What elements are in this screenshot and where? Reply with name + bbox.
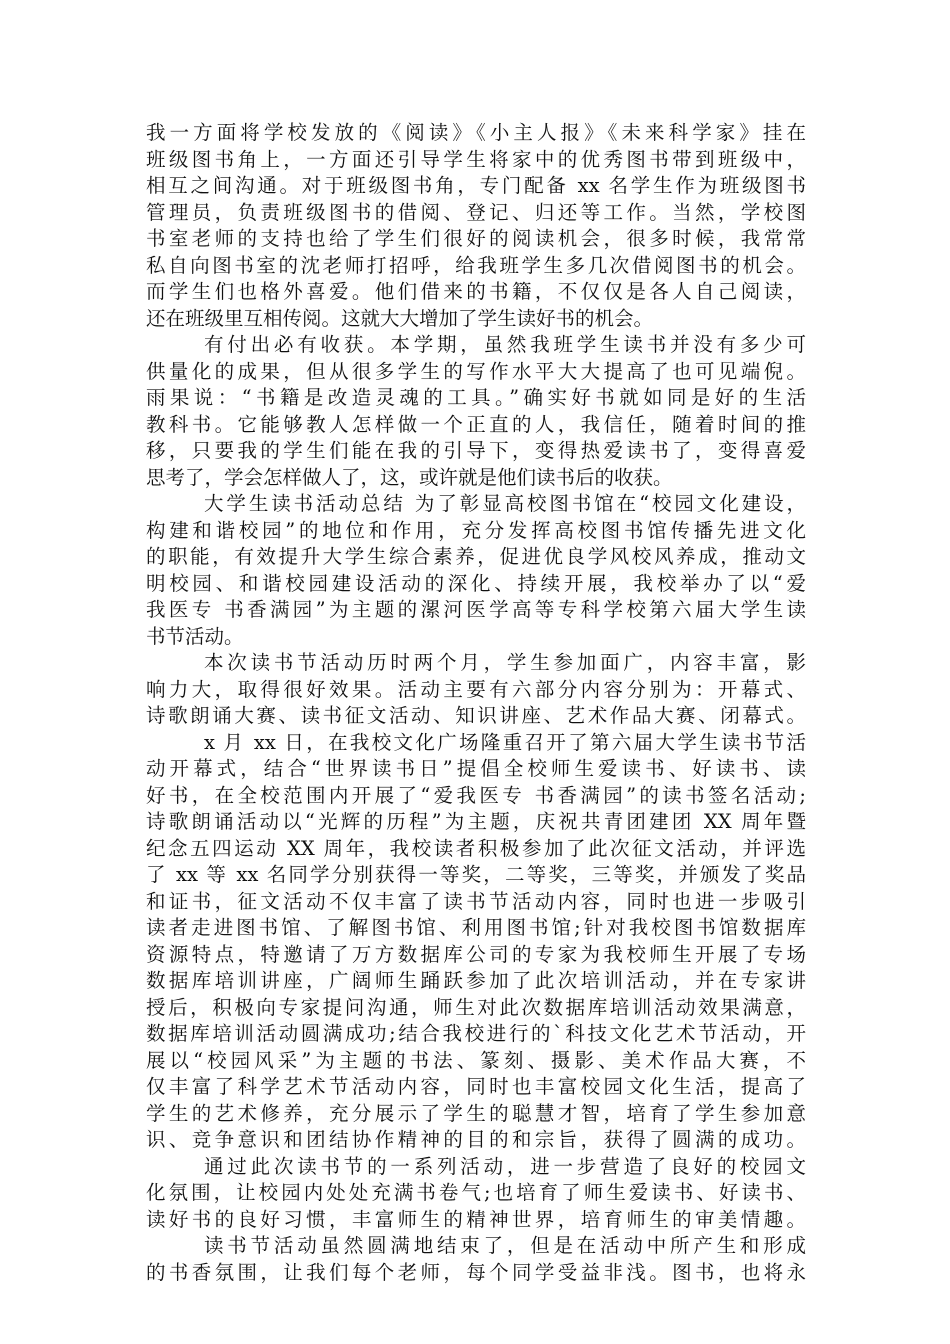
paragraph [146,1154,806,1234]
text-line: 书室老师的支持也给了学生们很好的阅读机会，很多时候，我常常 [146,227,806,250]
text-line: 还在班级里互相传阅。这就大大增加了学生读好书的机会。 [146,306,654,330]
text-line: 而学生们也格外喜爱。他们借来的书籍，不仅仅是各人自己阅读， [146,280,806,303]
text-line: 诗歌朗诵大赛、读书征文活动、知识讲座、艺术作品大赛、闭幕式。 [146,704,806,727]
text-line: 化氛围，让校园内处处充满书卷气;也培育了师生爱读书、好读书、 [146,1181,806,1204]
text-line: x 月 xx 日，在我校文化广场隆重召开了第六届大学生读书节活 [204,730,806,754]
paragraph [146,332,806,491]
text-line: 的职能，有效提升大学生综合素养，促进优良学风校风养成，推动文 [146,545,806,568]
text-line: 思考了，学会怎样做人了，这，或许就是他们读书后的收获。 [146,465,673,489]
text-line: 教科书。它能够教人怎样做一个正直的人，我信任，随着时间的推 [146,412,806,436]
paragraph [146,650,806,730]
text-line: 明校园、和谐校园建设活动的深化、持续开展，我校举办了以“爱 [146,571,806,595]
text-line: 相互之间沟通。对于班级图书角，专门配备 xx 名学生作为班级图书 [146,174,806,197]
text-line: 识、竞争意识和团结协作精神的目的和宗旨，获得了圆满的成功。 [146,1128,806,1151]
text-line: 我一方面将学校发放的《阅读》《小主人报》《未来科学家》挂在 [146,121,806,144]
text-line: 有付出必有收获。本学期，虽然我班学生读书并没有多少可 [204,333,806,356]
text-line: 私自向图书室的沈老师打招呼，给我班学生多几次借阅图书的机会。 [146,253,806,277]
text-line: 了 xx 等 xx 名同学分别获得一等奖，二等奖，三等奖，并颁发了奖品 [146,863,806,886]
paragraph [146,491,806,650]
text-line: 好书，在全校范围内开展了“爱我医专 书香满园”的读书签名活动; [146,783,806,807]
text-line: 我医专 书香满园”为主题的漯河医学高等专科学校第六届大学生读 [146,598,806,621]
text-line: 数据库培训活动圆满成功;结合我校进行的`科技文化艺术节活动，开 [146,1022,806,1045]
text-line: 学生的艺术修养，充分展示了学生的聪慧才智，培育了学生参加意 [146,1101,806,1125]
text-line: 响力大，取得很好效果。活动主要有六部分内容分别为：开幕式、 [146,677,806,701]
text-line: 书节活动。 [146,624,244,648]
text-line: 的书香氛围，让我们每个老师，每个同学受益非浅。图书，也将永 [146,1260,806,1284]
text-line: 大学生读书活动总结 为了彰显高校图书馆在“校园文化建设， [204,492,806,515]
text-line: 授后，积极向专家提问沟通，师生对此次数据库培训活动效果满意， [146,995,806,1019]
text-line: 通过此次读书节的一系列活动，进一步营造了良好的校园文 [204,1154,806,1178]
text-line: 雨果说：“书籍是改造灵魂的工具。”确实好书就如同是好的生活 [146,386,806,409]
text-line: 移，只要我的学生们能在我的引导下，变得热爱读书了，变得喜爱 [146,439,806,462]
text-line: 班级图书角上，一方面还引导学生将家中的优秀图书带到班级中， [146,147,806,171]
text-line: 数据库培训讲座，广阔师生踊跃参加了此次培训活动，并在专家讲 [146,969,806,992]
text-line: 供量化的成果，但从很多学生的写作水平大大提高了也可见端倪。 [146,359,806,383]
text-line: 动开幕式，结合“世界读书日”提倡全校师生爱读书、好读书、读 [146,757,806,780]
text-line: 和证书，征文活动不仅丰富了读书节活动内容，同时也进一步吸引 [146,889,806,913]
text-line: 资源特点，特邀请了万方数据库公司的专家为我校师生开展了专场 [146,942,806,966]
text-line: 诗歌朗诵活动以“光辉的历程”为主题，庆祝共青团建团 XX 周年暨 [146,810,806,833]
text-line: 管理员，负责班级图书的借阅、登记、归还等工作。当然，学校图 [146,200,806,224]
text-line: 本次读书节活动历时两个月，学生参加面广，内容丰富，影 [204,651,806,674]
paragraph [146,120,806,332]
text-line: 纪念五四运动 XX 周年，我校读者积极参加了此次征文活动，并评选 [146,836,806,860]
text-line: 读好书的良好习惯，丰富师生的精神世界，培育师生的审美情趣。 [146,1207,806,1231]
text-line: 读书节活动虽然圆满地结束了，但是在活动中所产生和形成 [204,1234,806,1257]
text-line: 仅丰富了科学艺术节活动内容，同时也丰富校园文化生活，提高了 [146,1075,806,1098]
text-line: 展以“校园风采”为主题的书法、篆刻、摄影、美术作品大赛，不 [146,1048,806,1072]
paragraph [146,1233,806,1286]
text-line: 读者走进图书馆、了解图书馆、利用图书馆;针对我校图书馆数据库 [146,916,806,939]
text-line: 构建和谐校园”的地位和作用，充分发挥高校图书馆传播先进文化 [146,518,806,542]
paragraph [146,730,806,1154]
document-page [146,120,806,1286]
